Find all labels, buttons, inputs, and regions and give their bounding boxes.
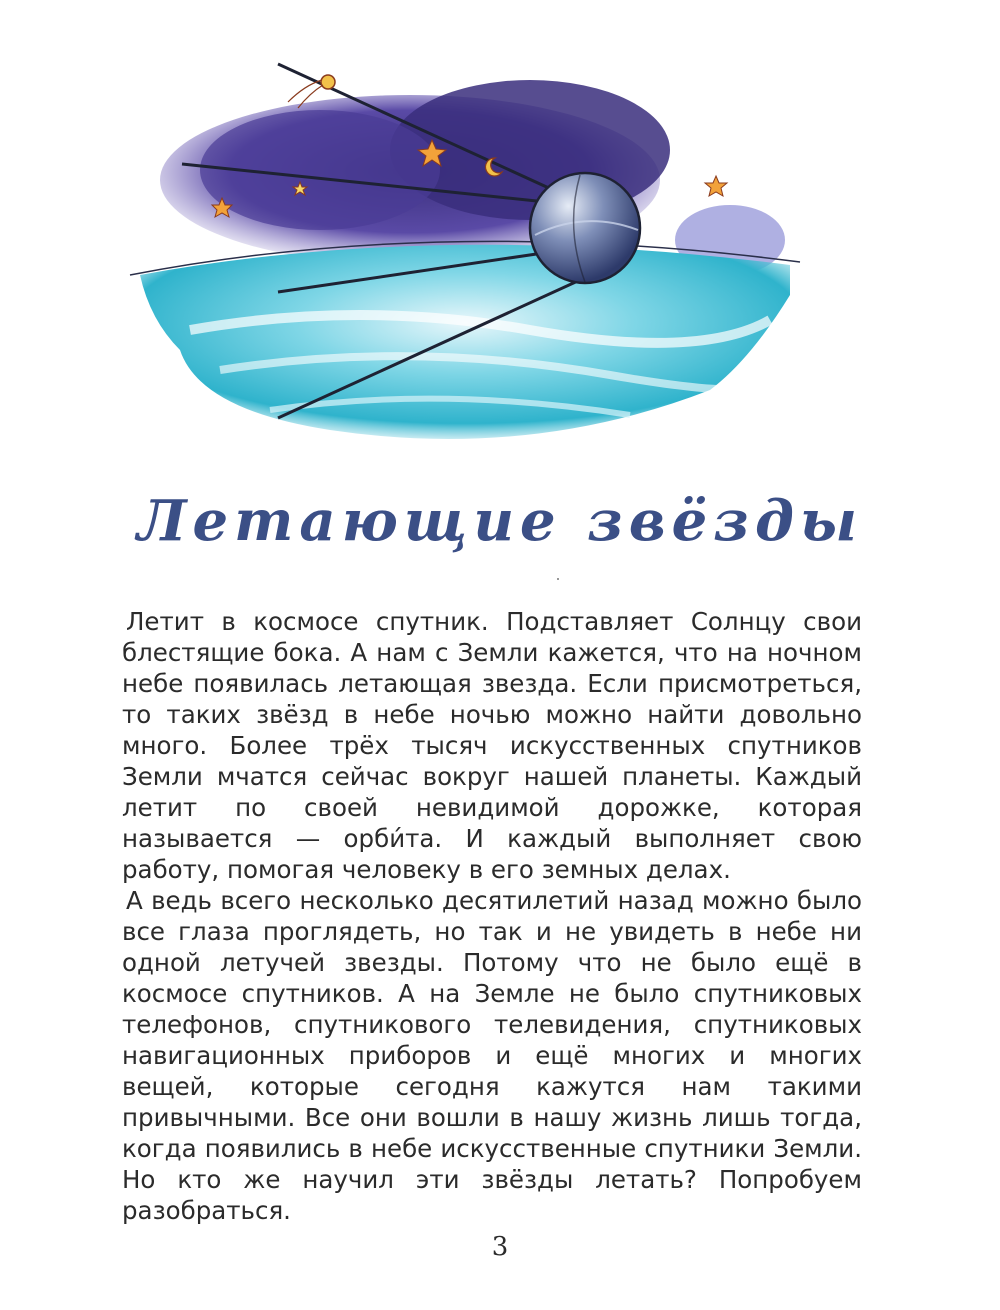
page-number: 3 (491, 1232, 509, 1262)
page-title: Летающие звёзды (137, 488, 863, 554)
earth-surface (130, 241, 800, 439)
paragraph: Летит в космосе спутник. Подставляет Солнцу свои блестящие бока. А нам с Земли кажется, что на ночном небе появилась летающая звезда. Если присмотреться, то таких звёзд в небе ночью можно найти довольно много. Более трёх тысяч искусственных спутников Земли мчатся сейчас вокруг нашей планеты. Каждый летит по своей невидимой дорожке, которая называется — орби́та. И каждый выполняет свою работу, помогая человеку в его земных делах. (122, 607, 862, 884)
paragraph: А ведь всего несколько десятилетий назад можно было все глаза проглядеть, но так и не увидеть в небе ни одной летучей звезды. Потому что не было ещё в космосе спутников. А на Земле не было спутниковых телефонов, спутникового телевидения, спутниковых навигационных приборов и ещё многих и многих вещей, которые сегодня кажутся нам такими привычными. Все они вошли в нашу жизнь лишь тогда, когда появились в небе искусственные спутники Земли. Но кто же научил эти звёзды летать? Попробуем разобраться. (122, 886, 862, 1225)
satellite-sphere (530, 173, 640, 283)
story-text (122, 606, 862, 1226)
divider-dot (557, 578, 559, 580)
sputnik-illustration (110, 30, 810, 470)
